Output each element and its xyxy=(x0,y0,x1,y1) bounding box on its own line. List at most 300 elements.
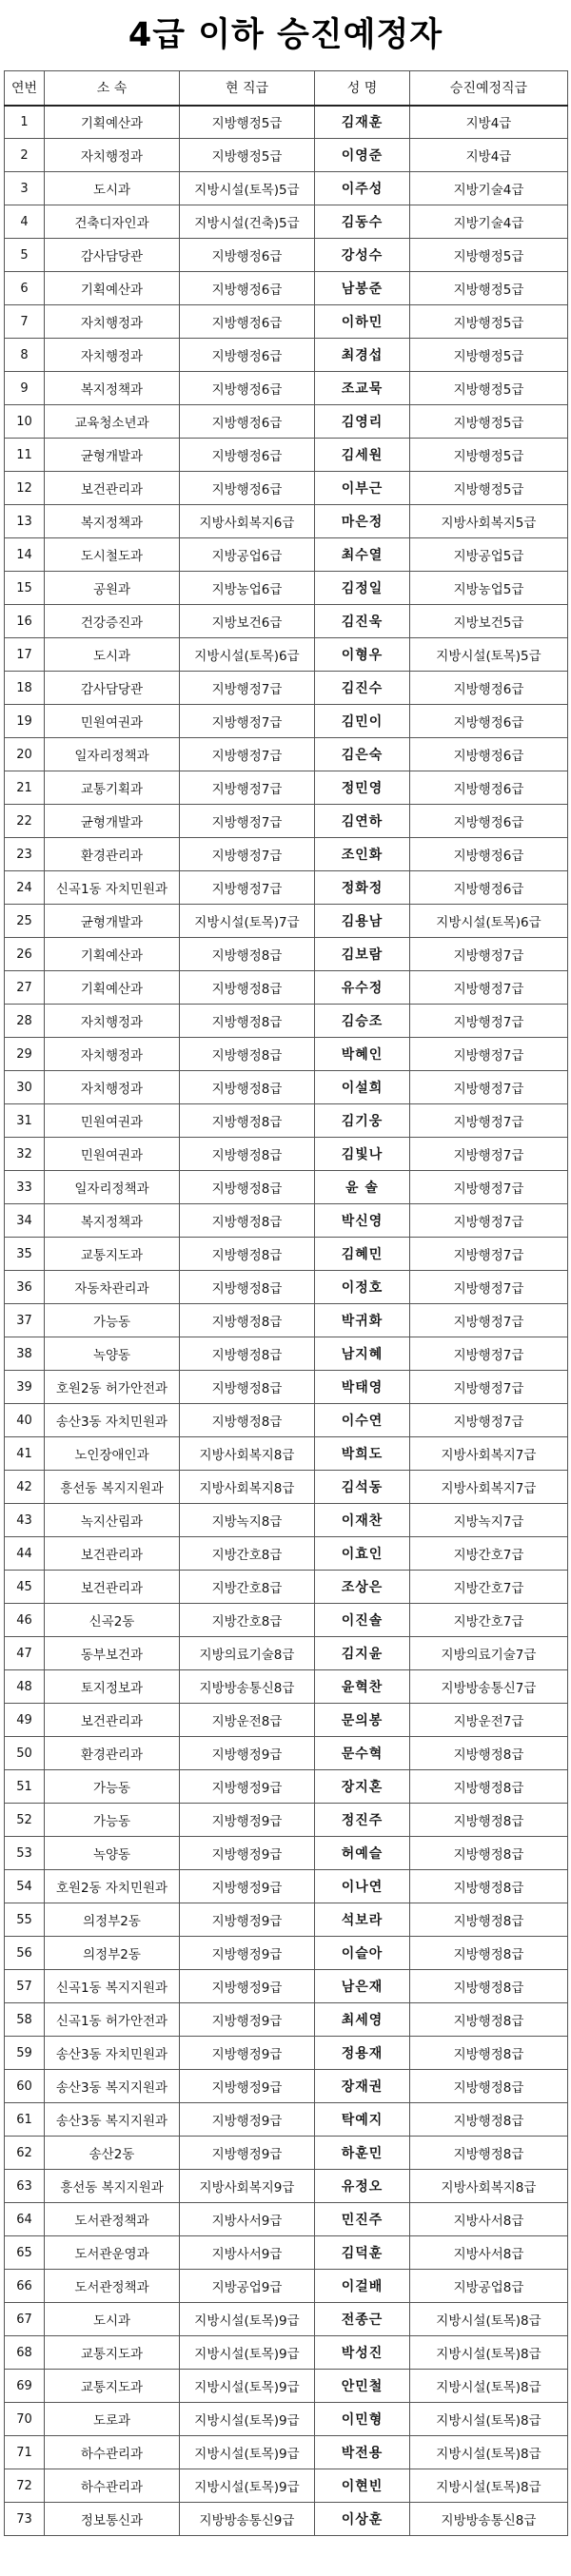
row-department: 신곡1동 복지지원과 xyxy=(45,1970,180,2003)
row-number: 1 xyxy=(5,106,45,139)
row-person-name: 탁예지 xyxy=(315,2103,410,2137)
row-promoted-grade: 지방보건5급 xyxy=(410,605,568,638)
row-department: 호원2동 자치민원과 xyxy=(45,1870,180,1903)
row-current-grade: 지방운전8급 xyxy=(180,1704,315,1737)
table-row xyxy=(5,1138,568,1171)
row-department: 도서관운영과 xyxy=(45,2236,180,2270)
row-promoted-grade: 지방행정7급 xyxy=(410,1071,568,1104)
row-department: 민원여권과 xyxy=(45,1104,180,1138)
row-promoted-grade: 지방행정8급 xyxy=(410,2070,568,2103)
table-row xyxy=(5,1870,568,1903)
table-row xyxy=(5,1171,568,1204)
row-current-grade: 지방행정9급 xyxy=(180,2103,315,2137)
row-department: 도시과 xyxy=(45,638,180,672)
row-person-name: 이상훈 xyxy=(315,2503,410,2536)
row-current-grade: 지방행정9급 xyxy=(180,1937,315,1970)
row-promoted-grade: 지방공업8급 xyxy=(410,2270,568,2303)
row-person-name: 김재훈 xyxy=(315,106,410,139)
row-number: 13 xyxy=(5,505,45,538)
row-department: 환경관리과 xyxy=(45,1737,180,1770)
row-department: 송산3동 자치민원과 xyxy=(45,1404,180,1437)
row-number: 23 xyxy=(5,838,45,871)
row-number: 38 xyxy=(5,1337,45,1371)
table-row xyxy=(5,605,568,638)
row-promoted-grade: 지방시설(토목)8급 xyxy=(410,2469,568,2503)
row-current-grade: 지방행정7급 xyxy=(180,871,315,905)
row-current-grade: 지방행정5급 xyxy=(180,139,315,172)
table-row xyxy=(5,705,568,738)
row-department: 환경관리과 xyxy=(45,838,180,871)
row-person-name: 유수정 xyxy=(315,971,410,1005)
row-number: 61 xyxy=(5,2103,45,2137)
row-number: 3 xyxy=(5,172,45,205)
row-person-name: 김기웅 xyxy=(315,1104,410,1138)
row-promoted-grade: 지방간호7급 xyxy=(410,1571,568,1604)
row-number: 48 xyxy=(5,1670,45,1704)
row-promoted-grade: 지방운전7급 xyxy=(410,1704,568,1737)
row-person-name: 박희도 xyxy=(315,1437,410,1471)
row-promoted-grade: 지방행정7급 xyxy=(410,971,568,1005)
row-current-grade: 지방행정7급 xyxy=(180,672,315,705)
row-number: 16 xyxy=(5,605,45,638)
row-department: 교통기획과 xyxy=(45,771,180,805)
row-promoted-grade: 지방행정7급 xyxy=(410,1238,568,1271)
row-current-grade: 지방행정6급 xyxy=(180,305,315,339)
row-department: 균형개발과 xyxy=(45,439,180,472)
row-person-name: 이설희 xyxy=(315,1071,410,1104)
row-department: 기획예산과 xyxy=(45,272,180,305)
row-current-grade: 지방행정8급 xyxy=(180,971,315,1005)
row-current-grade: 지방시설(토목)9급 xyxy=(180,2403,315,2436)
row-promoted-grade: 지방농업5급 xyxy=(410,572,568,605)
table-row xyxy=(5,1238,568,1271)
table-row xyxy=(5,1337,568,1371)
row-department: 신곡1동 허가안전과 xyxy=(45,2003,180,2037)
table-row xyxy=(5,2503,568,2536)
row-current-grade: 지방사서9급 xyxy=(180,2236,315,2270)
row-number: 22 xyxy=(5,805,45,838)
row-promoted-grade: 지방행정8급 xyxy=(410,2037,568,2070)
row-number: 19 xyxy=(5,705,45,738)
table-row xyxy=(5,1837,568,1870)
row-person-name: 최경섭 xyxy=(315,339,410,372)
row-person-name: 김덕훈 xyxy=(315,2236,410,2270)
row-promoted-grade: 지방행정7급 xyxy=(410,1171,568,1204)
row-person-name: 남봉준 xyxy=(315,272,410,305)
row-department: 노인장애인과 xyxy=(45,1437,180,1471)
row-current-grade: 지방간호8급 xyxy=(180,1537,315,1571)
row-promoted-grade: 지방행정5급 xyxy=(410,272,568,305)
table-row xyxy=(5,1937,568,1970)
row-person-name: 이현빈 xyxy=(315,2469,410,2503)
row-department: 균형개발과 xyxy=(45,905,180,938)
row-department: 건축디자인과 xyxy=(45,205,180,239)
row-department: 민원여권과 xyxy=(45,705,180,738)
row-department: 송산3동 복지지원과 xyxy=(45,2103,180,2137)
table-row xyxy=(5,1903,568,1937)
row-number: 71 xyxy=(5,2436,45,2469)
table-row xyxy=(5,1670,568,1704)
row-current-grade: 지방행정7급 xyxy=(180,771,315,805)
row-current-grade: 지방행정6급 xyxy=(180,372,315,405)
row-department: 동부보건과 xyxy=(45,1637,180,1670)
row-department: 가능동 xyxy=(45,1770,180,1804)
row-current-grade: 지방행정8급 xyxy=(180,938,315,971)
row-department: 자치행정과 xyxy=(45,1005,180,1038)
row-number: 4 xyxy=(5,205,45,239)
row-person-name: 김정일 xyxy=(315,572,410,605)
table-row xyxy=(5,2370,568,2403)
table-row xyxy=(5,439,568,472)
row-current-grade: 지방행정6급 xyxy=(180,439,315,472)
row-person-name: 전종근 xyxy=(315,2303,410,2336)
row-current-grade: 지방행정6급 xyxy=(180,272,315,305)
row-current-grade: 지방행정8급 xyxy=(180,1005,315,1038)
table-row xyxy=(5,205,568,239)
row-promoted-grade: 지방행정7급 xyxy=(410,1138,568,1171)
row-current-grade: 지방행정9급 xyxy=(180,1737,315,1770)
row-current-grade: 지방행정8급 xyxy=(180,1371,315,1404)
row-number: 18 xyxy=(5,672,45,705)
row-department: 일자리정책과 xyxy=(45,738,180,771)
header-no: 연번 xyxy=(5,71,45,106)
row-person-name: 김민이 xyxy=(315,705,410,738)
row-number: 64 xyxy=(5,2203,45,2236)
table-row xyxy=(5,1404,568,1437)
table-row xyxy=(5,2303,568,2336)
row-promoted-grade: 지방행정8급 xyxy=(410,1770,568,1804)
row-department: 복지정책과 xyxy=(45,372,180,405)
row-person-name: 석보라 xyxy=(315,1903,410,1937)
row-number: 12 xyxy=(5,472,45,505)
table-row xyxy=(5,2336,568,2370)
row-current-grade: 지방간호8급 xyxy=(180,1571,315,1604)
table-row xyxy=(5,1537,568,1571)
row-number: 24 xyxy=(5,871,45,905)
table-row xyxy=(5,305,568,339)
row-current-grade: 지방사서9급 xyxy=(180,2203,315,2236)
row-person-name: 이하민 xyxy=(315,305,410,339)
row-current-grade: 지방공업6급 xyxy=(180,538,315,572)
row-current-grade: 지방공업9급 xyxy=(180,2270,315,2303)
table-row xyxy=(5,1005,568,1038)
row-current-grade: 지방사회복지8급 xyxy=(180,1471,315,1504)
table-row xyxy=(5,1571,568,1604)
row-current-grade: 지방행정9급 xyxy=(180,1837,315,1870)
row-department: 녹양동 xyxy=(45,1837,180,1870)
row-current-grade: 지방방송통신9급 xyxy=(180,2503,315,2536)
row-number: 32 xyxy=(5,1138,45,1171)
row-person-name: 장지혼 xyxy=(315,1770,410,1804)
row-promoted-grade: 지방기술4급 xyxy=(410,172,568,205)
row-person-name: 김보람 xyxy=(315,938,410,971)
row-promoted-grade: 지방행정7급 xyxy=(410,1404,568,1437)
table-row xyxy=(5,1304,568,1337)
row-current-grade: 지방행정9급 xyxy=(180,1804,315,1837)
row-department: 보건관리과 xyxy=(45,1537,180,1571)
row-promoted-grade: 지방행정8급 xyxy=(410,1970,568,2003)
row-promoted-grade: 지방행정8급 xyxy=(410,1937,568,1970)
table-row xyxy=(5,106,568,139)
row-promoted-grade: 지방행정7급 xyxy=(410,1204,568,1238)
row-current-grade: 지방행정9급 xyxy=(180,1770,315,1804)
row-promoted-grade: 지방4급 xyxy=(410,139,568,172)
row-number: 60 xyxy=(5,2070,45,2103)
header-name: 성 명 xyxy=(315,71,410,106)
row-number: 17 xyxy=(5,638,45,672)
row-person-name: 이걸배 xyxy=(315,2270,410,2303)
row-person-name: 남지혜 xyxy=(315,1337,410,1371)
table-row xyxy=(5,2170,568,2203)
row-department: 건강증진과 xyxy=(45,605,180,638)
row-current-grade: 지방시설(건축)5급 xyxy=(180,205,315,239)
row-promoted-grade: 지방행정7급 xyxy=(410,938,568,971)
row-current-grade: 지방행정8급 xyxy=(180,1071,315,1104)
row-number: 41 xyxy=(5,1437,45,1471)
table-row xyxy=(5,1504,568,1537)
row-number: 29 xyxy=(5,1038,45,1071)
row-number: 14 xyxy=(5,538,45,572)
row-number: 52 xyxy=(5,1804,45,1837)
table-row xyxy=(5,738,568,771)
row-person-name: 조인화 xyxy=(315,838,410,871)
table-row xyxy=(5,572,568,605)
row-person-name: 강성수 xyxy=(315,239,410,272)
row-number: 58 xyxy=(5,2003,45,2037)
row-department: 가능동 xyxy=(45,1304,180,1337)
row-promoted-grade: 지방기술4급 xyxy=(410,205,568,239)
row-person-name: 김세원 xyxy=(315,439,410,472)
row-department: 가능동 xyxy=(45,1804,180,1837)
table-row xyxy=(5,838,568,871)
table-row xyxy=(5,1804,568,1837)
row-person-name: 김은숙 xyxy=(315,738,410,771)
row-number: 47 xyxy=(5,1637,45,1670)
table-row xyxy=(5,1704,568,1737)
row-number: 67 xyxy=(5,2303,45,2336)
row-department: 도시과 xyxy=(45,2303,180,2336)
table-row xyxy=(5,638,568,672)
table-row xyxy=(5,405,568,439)
row-current-grade: 지방행정6급 xyxy=(180,239,315,272)
row-person-name: 조상은 xyxy=(315,1571,410,1604)
row-current-grade: 지방녹지8급 xyxy=(180,1504,315,1537)
table-row xyxy=(5,1770,568,1804)
table-row xyxy=(5,1970,568,2003)
row-number: 69 xyxy=(5,2370,45,2403)
row-department: 공원과 xyxy=(45,572,180,605)
table-row xyxy=(5,1637,568,1670)
row-person-name: 김승조 xyxy=(315,1005,410,1038)
row-current-grade: 지방시설(토목)5급 xyxy=(180,172,315,205)
table-row xyxy=(5,472,568,505)
row-current-grade: 지방보건6급 xyxy=(180,605,315,638)
row-number: 72 xyxy=(5,2469,45,2503)
row-current-grade: 지방행정6급 xyxy=(180,472,315,505)
row-promoted-grade: 지방사서8급 xyxy=(410,2236,568,2270)
row-department: 의정부2동 xyxy=(45,1937,180,1970)
row-person-name: 유정오 xyxy=(315,2170,410,2203)
row-number: 2 xyxy=(5,139,45,172)
table-row xyxy=(5,672,568,705)
table-row xyxy=(5,1038,568,1071)
row-department: 민원여권과 xyxy=(45,1138,180,1171)
row-department: 토지정보과 xyxy=(45,1670,180,1704)
row-person-name: 윤 솔 xyxy=(315,1171,410,1204)
row-department: 교육청소년과 xyxy=(45,405,180,439)
row-current-grade: 지방방송통신8급 xyxy=(180,1670,315,1704)
row-number: 15 xyxy=(5,572,45,605)
row-promoted-grade: 지방공업5급 xyxy=(410,538,568,572)
table-row xyxy=(5,2469,568,2503)
row-promoted-grade: 지방행정7급 xyxy=(410,1005,568,1038)
row-person-name: 최수열 xyxy=(315,538,410,572)
row-number: 59 xyxy=(5,2037,45,2070)
row-person-name: 김진욱 xyxy=(315,605,410,638)
row-promoted-grade: 지방방송통신7급 xyxy=(410,1670,568,1704)
row-current-grade: 지방행정8급 xyxy=(180,1404,315,1437)
row-current-grade: 지방시설(토목)6급 xyxy=(180,638,315,672)
row-number: 33 xyxy=(5,1171,45,1204)
row-person-name: 정화정 xyxy=(315,871,410,905)
row-promoted-grade: 지방행정6급 xyxy=(410,705,568,738)
table-row xyxy=(5,1104,568,1138)
row-department: 자치행정과 xyxy=(45,339,180,372)
row-number: 70 xyxy=(5,2403,45,2436)
row-department: 도서관정책과 xyxy=(45,2270,180,2303)
row-department: 교통지도과 xyxy=(45,2370,180,2403)
row-promoted-grade: 지방사회복지7급 xyxy=(410,1437,568,1471)
row-promoted-grade: 지방시설(토목)8급 xyxy=(410,2303,568,2336)
row-current-grade: 지방행정8급 xyxy=(180,1238,315,1271)
row-number: 68 xyxy=(5,2336,45,2370)
table-row xyxy=(5,339,568,372)
row-current-grade: 지방행정8급 xyxy=(180,1304,315,1337)
row-person-name: 정민영 xyxy=(315,771,410,805)
table-row xyxy=(5,2137,568,2170)
table-row xyxy=(5,871,568,905)
row-current-grade: 지방행정6급 xyxy=(180,405,315,439)
row-department: 송산2동 xyxy=(45,2137,180,2170)
row-current-grade: 지방시설(토목)9급 xyxy=(180,2303,315,2336)
row-promoted-grade: 지방행정6급 xyxy=(410,838,568,871)
row-number: 46 xyxy=(5,1604,45,1637)
row-department: 자치행정과 xyxy=(45,305,180,339)
row-number: 66 xyxy=(5,2270,45,2303)
row-current-grade: 지방행정9급 xyxy=(180,2137,315,2170)
row-current-grade: 지방행정8급 xyxy=(180,1271,315,1304)
table-row xyxy=(5,1604,568,1637)
row-current-grade: 지방행정8급 xyxy=(180,1104,315,1138)
row-department: 균형개발과 xyxy=(45,805,180,838)
row-department: 자동차관리과 xyxy=(45,1271,180,1304)
row-department: 송산3동 복지지원과 xyxy=(45,2070,180,2103)
table-header-row xyxy=(5,71,568,106)
row-promoted-grade: 지방행정7급 xyxy=(410,1371,568,1404)
row-number: 56 xyxy=(5,1937,45,1970)
row-person-name: 김혜민 xyxy=(315,1238,410,1271)
row-current-grade: 지방농업6급 xyxy=(180,572,315,605)
row-number: 53 xyxy=(5,1837,45,1870)
row-department: 하수관리과 xyxy=(45,2469,180,2503)
row-current-grade: 지방행정9급 xyxy=(180,1903,315,1937)
row-person-name: 남은재 xyxy=(315,1970,410,2003)
table-row xyxy=(5,1471,568,1504)
row-number: 65 xyxy=(5,2236,45,2270)
row-department: 하수관리과 xyxy=(45,2436,180,2469)
row-person-name: 김빛나 xyxy=(315,1138,410,1171)
table-row xyxy=(5,1204,568,1238)
row-promoted-grade: 지방행정5급 xyxy=(410,239,568,272)
row-current-grade: 지방행정7급 xyxy=(180,705,315,738)
table-row xyxy=(5,505,568,538)
row-department: 기획예산과 xyxy=(45,971,180,1005)
row-department: 보건관리과 xyxy=(45,1704,180,1737)
row-promoted-grade: 지방사회복지8급 xyxy=(410,2170,568,2203)
header-dept: 소 속 xyxy=(45,71,180,106)
row-number: 36 xyxy=(5,1271,45,1304)
row-current-grade: 지방행정8급 xyxy=(180,1204,315,1238)
row-current-grade: 지방시설(토목)9급 xyxy=(180,2436,315,2469)
row-department: 송산3동 자치민원과 xyxy=(45,2037,180,2070)
table-row xyxy=(5,771,568,805)
row-department: 복지정책과 xyxy=(45,505,180,538)
row-current-grade: 지방행정7급 xyxy=(180,738,315,771)
row-department: 도로과 xyxy=(45,2403,180,2436)
row-promoted-grade: 지방방송통신8급 xyxy=(410,2503,568,2536)
row-promoted-grade: 지방행정5급 xyxy=(410,372,568,405)
table-row xyxy=(5,272,568,305)
row-person-name: 김연하 xyxy=(315,805,410,838)
row-promoted-grade: 지방행정8급 xyxy=(410,2137,568,2170)
row-person-name: 박태영 xyxy=(315,1371,410,1404)
row-promoted-grade: 지방행정7급 xyxy=(410,1304,568,1337)
row-person-name: 이형우 xyxy=(315,638,410,672)
row-person-name: 김용남 xyxy=(315,905,410,938)
row-number: 54 xyxy=(5,1870,45,1903)
table-row xyxy=(5,2037,568,2070)
row-promoted-grade: 지방녹지7급 xyxy=(410,1504,568,1537)
row-number: 9 xyxy=(5,372,45,405)
row-promoted-grade: 지방시설(토목)5급 xyxy=(410,638,568,672)
row-person-name: 김진수 xyxy=(315,672,410,705)
row-person-name: 박성진 xyxy=(315,2336,410,2370)
row-current-grade: 지방행정7급 xyxy=(180,838,315,871)
row-promoted-grade: 지방행정6급 xyxy=(410,871,568,905)
row-number: 7 xyxy=(5,305,45,339)
row-number: 27 xyxy=(5,971,45,1005)
row-person-name: 하훈민 xyxy=(315,2137,410,2170)
row-current-grade: 지방행정9급 xyxy=(180,2070,315,2103)
row-current-grade: 지방행정9급 xyxy=(180,2037,315,2070)
row-promoted-grade: 지방행정8급 xyxy=(410,1870,568,1903)
table-row xyxy=(5,938,568,971)
row-number: 42 xyxy=(5,1471,45,1504)
row-current-grade: 지방사회복지6급 xyxy=(180,505,315,538)
table-row xyxy=(5,2403,568,2436)
row-promoted-grade: 지방시설(토목)8급 xyxy=(410,2336,568,2370)
row-department: 교통지도과 xyxy=(45,2336,180,2370)
row-department: 기획예산과 xyxy=(45,106,180,139)
row-current-grade: 지방사회복지8급 xyxy=(180,1437,315,1471)
row-number: 20 xyxy=(5,738,45,771)
table-row xyxy=(5,172,568,205)
row-person-name: 윤혁찬 xyxy=(315,1670,410,1704)
row-current-grade: 지방행정8급 xyxy=(180,1138,315,1171)
row-department: 자치행정과 xyxy=(45,139,180,172)
row-number: 50 xyxy=(5,1737,45,1770)
row-person-name: 박혜인 xyxy=(315,1038,410,1071)
